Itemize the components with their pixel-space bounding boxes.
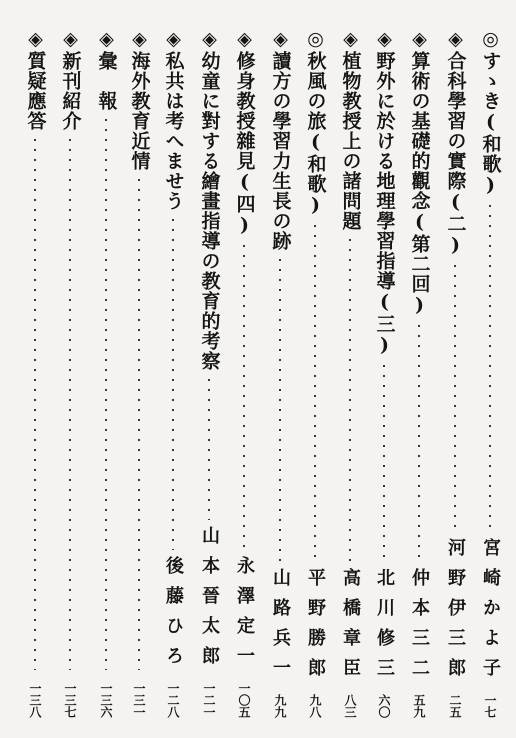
dot-leader [138, 175, 140, 670]
entry-author: 宮崎かよ子 [480, 538, 501, 688]
toc-entry [475, 28, 505, 718]
entry-page-number: 一二八 [166, 682, 180, 718]
entry-page-number: 一三六 [99, 682, 113, 718]
dot-leader [454, 261, 456, 532]
toc-entry [229, 28, 259, 718]
entry-page-number: 五九 [412, 694, 426, 718]
entry-author: 平野勝郎 [305, 568, 326, 688]
entry-page-number: 一三八 [28, 682, 42, 718]
entry-page-number: 九八 [308, 694, 322, 718]
entry-page-number: 一三一 [132, 682, 146, 718]
dot-leader [105, 115, 107, 670]
toc-entry [194, 28, 224, 718]
entry-title: ◈海外教育近情 [128, 28, 151, 171]
entry-title: ◈野外に於ける地理學習指導(三) [373, 28, 396, 357]
dot-leader [34, 135, 36, 670]
entry-title: ◈質疑應答 [24, 28, 47, 131]
dot-leader [489, 201, 491, 532]
dot-leader [243, 241, 245, 550]
toc-entry [55, 28, 85, 718]
toc-entry [265, 28, 295, 718]
entry-page-number: 一三七 [63, 682, 77, 718]
entry-title: ◈新刊紹介 [59, 28, 82, 131]
toc-entry [369, 28, 399, 718]
toc-entry [158, 28, 188, 718]
entry-page-number: 九九 [273, 694, 287, 718]
entry-title: ◈讀方の學習力生長の跡 [269, 28, 292, 251]
entry-author: 仲本三二 [409, 568, 430, 688]
entry-page-number: 一〇五 [237, 682, 251, 718]
entry-author: 河野伊三郎 [445, 538, 466, 688]
toc-entry [440, 28, 470, 718]
entry-title: ◎すゝき(和歌) [479, 28, 502, 197]
entry-title: ◈幼童に對する繪畫指導の教育的考察 [198, 28, 221, 371]
dot-leader [69, 135, 71, 670]
toc-entry [124, 28, 154, 718]
dot-leader [383, 361, 385, 562]
dot-leader [208, 375, 210, 520]
entry-title: ◈算術の基礎的觀念(第二回) [408, 28, 431, 317]
entry-page-number: 一二一 [202, 682, 216, 718]
entry-title: ◈私共は考へませう [162, 28, 185, 211]
toc-entry [335, 28, 365, 718]
toc-entry [20, 28, 50, 718]
entry-title: ◈植物教授上の諸問題 [339, 28, 362, 231]
toc-entry [404, 28, 434, 718]
entry-title: ◈彙 報 [95, 28, 118, 111]
entry-title: ◈修身教授雜見(四) [233, 28, 256, 237]
entry-author: 山路兵一 [270, 568, 291, 688]
entry-page-number: 一七 [483, 694, 497, 718]
entry-page-number: 六〇 [377, 694, 391, 718]
entry-title: ◎秋風の旅(和歌) [304, 28, 327, 217]
entry-page-number: 二五 [448, 694, 462, 718]
entry-author: 後藤ひろ [163, 556, 184, 676]
entry-author: 山本晉太郎 [199, 526, 220, 676]
entry-title: ◈合科學習の實際(二) [444, 28, 467, 257]
entry-author: 北川修三 [374, 568, 395, 688]
dot-leader [418, 321, 420, 562]
entry-author: 高橋章臣 [340, 568, 361, 688]
dot-leader [349, 235, 351, 562]
toc-entry [91, 28, 121, 718]
dot-leader [279, 255, 281, 562]
dot-leader [314, 221, 316, 562]
entry-author: 永澤定一 [234, 556, 255, 676]
entry-page-number: 八三 [343, 694, 357, 718]
toc-entry [300, 28, 330, 718]
dot-leader [172, 215, 174, 550]
